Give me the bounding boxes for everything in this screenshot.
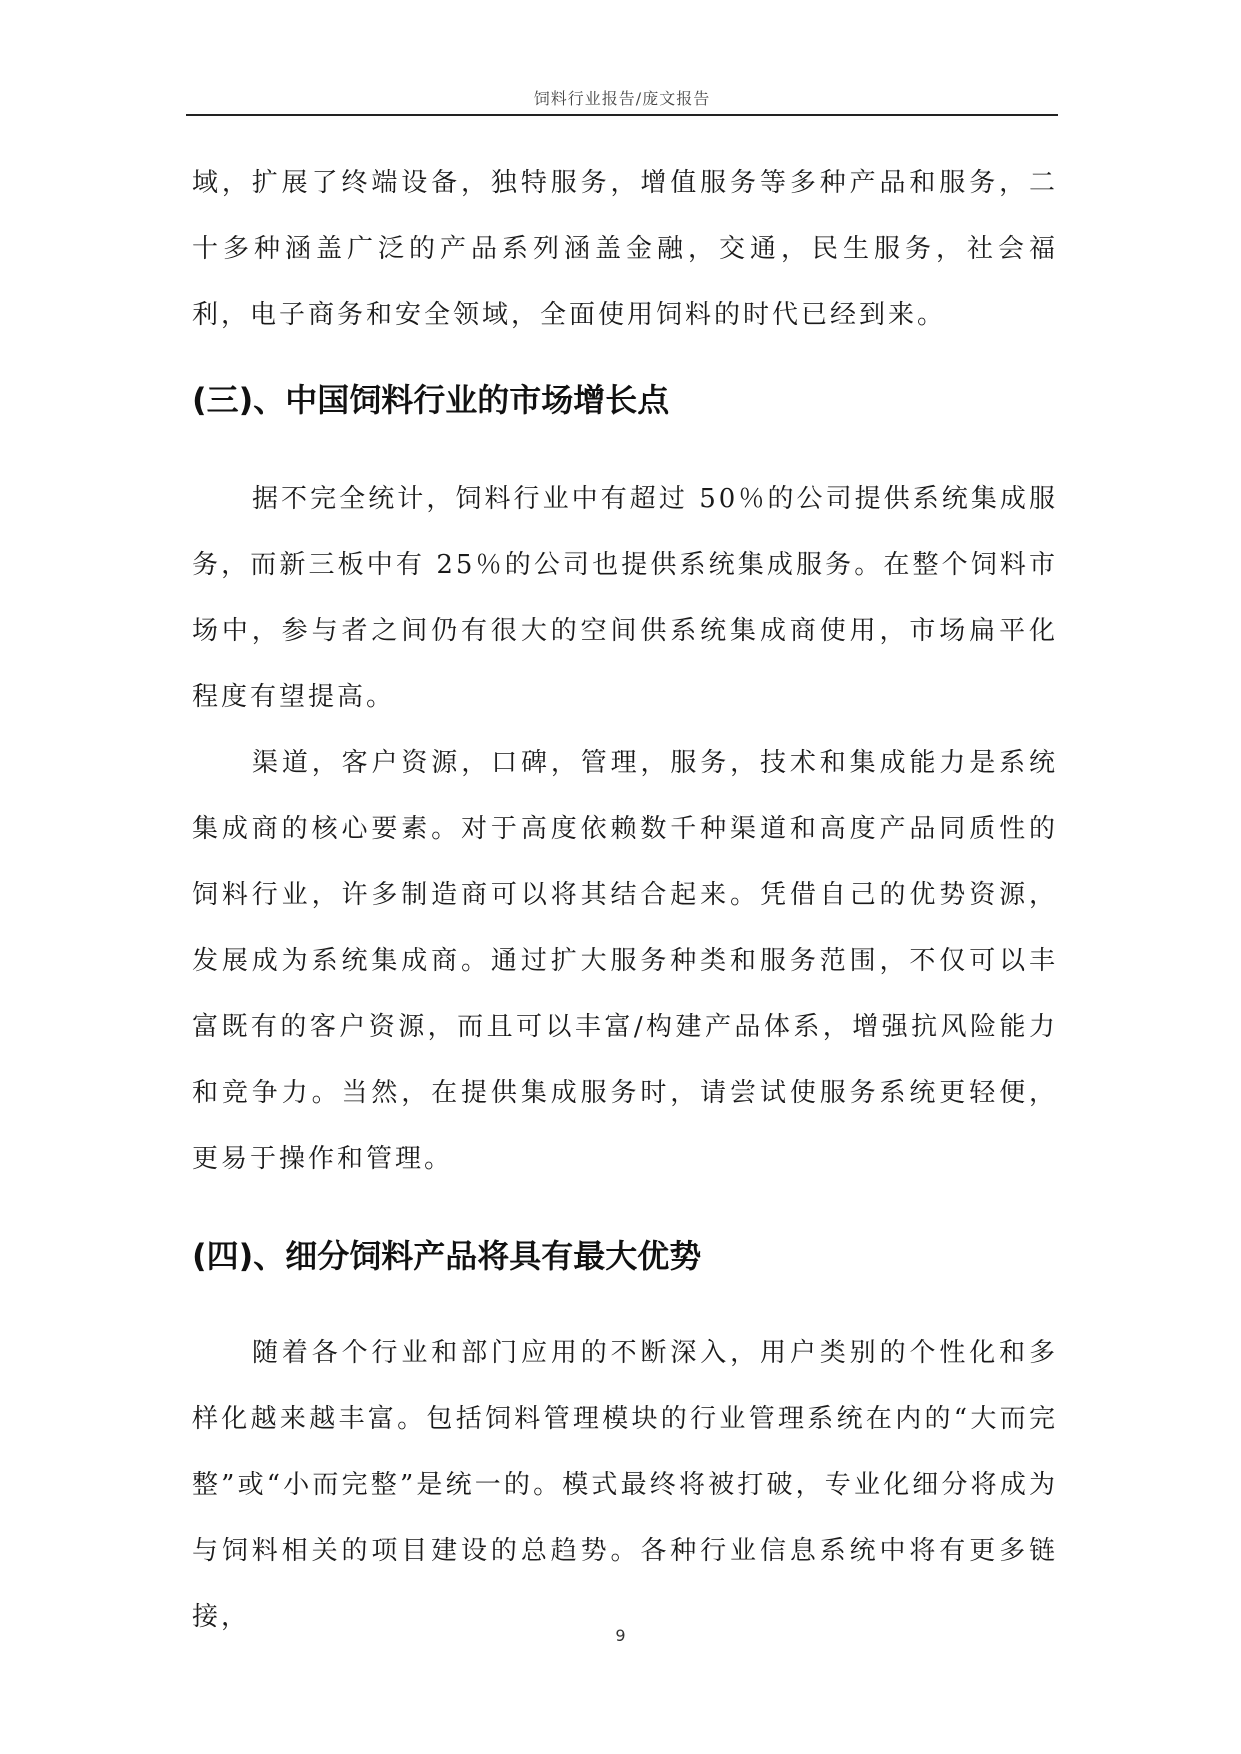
running-header: 饲料行业报告/庞文报告 [533, 89, 711, 108]
page-number: 9 [615, 1626, 626, 1645]
section-4-heading: (四)、细分饲料产品将具有最大优势 [192, 1237, 702, 1275]
section-3-paragraph-1: 据不完全统计，饲料行业中有超过 50％的公司提供系统集成服务，而新三板中有 25％的公司也提供系统集成服务。在整个饲料市场中，参与者之间仍有很大的空间供系统集成商使用，市场扁平化程度有望提高。 [192, 484, 1058, 712]
page-content [192, 150, 1058, 1650]
header-rule [186, 114, 1058, 116]
paragraph-intro: 域，扩展了终端设备，独特服务，增值服务等多种产品和服务，二十多种涵盖广泛的产品系列涵盖金融，交通，民生服务，社会福利，电子商务和安全领域，全面使用饲料的时代已经到来。 [192, 168, 1058, 330]
section-4-paragraph-1: 随着各个行业和部门应用的不断深入，用户类别的个性化和多样化越来越丰富。包括饲料管理模块的行业管理系统在内的“大而完整”或“小而完整”是统一的。模式最终将被打破，专业化细分将成为与饲料相关的项目建设的总趋势。各种行业信息系统中将有更多链接， [192, 1338, 1058, 1632]
section-3-paragraph-2: 渠道，客户资源，口碑，管理，服务，技术和集成能力是系统集成商的核心要素。对于高度依赖数千种渠道和高度产品同质性的饲料行业，许多制造商可以将其结合起来。凭借自己的优势资源，发展成为系统集成商。通过扩大服务种类和服务范围，不仅可以丰富既有的客户资源，而且可以丰富/构建产品体系，增强抗风险能力和竞争力。当然，在提供集成服务时，请尝试使服务系统更轻便，更易于操作和管理。 [192, 748, 1058, 1174]
section-3-heading: (三)、中国饲料行业的市场增长点 [192, 381, 670, 419]
